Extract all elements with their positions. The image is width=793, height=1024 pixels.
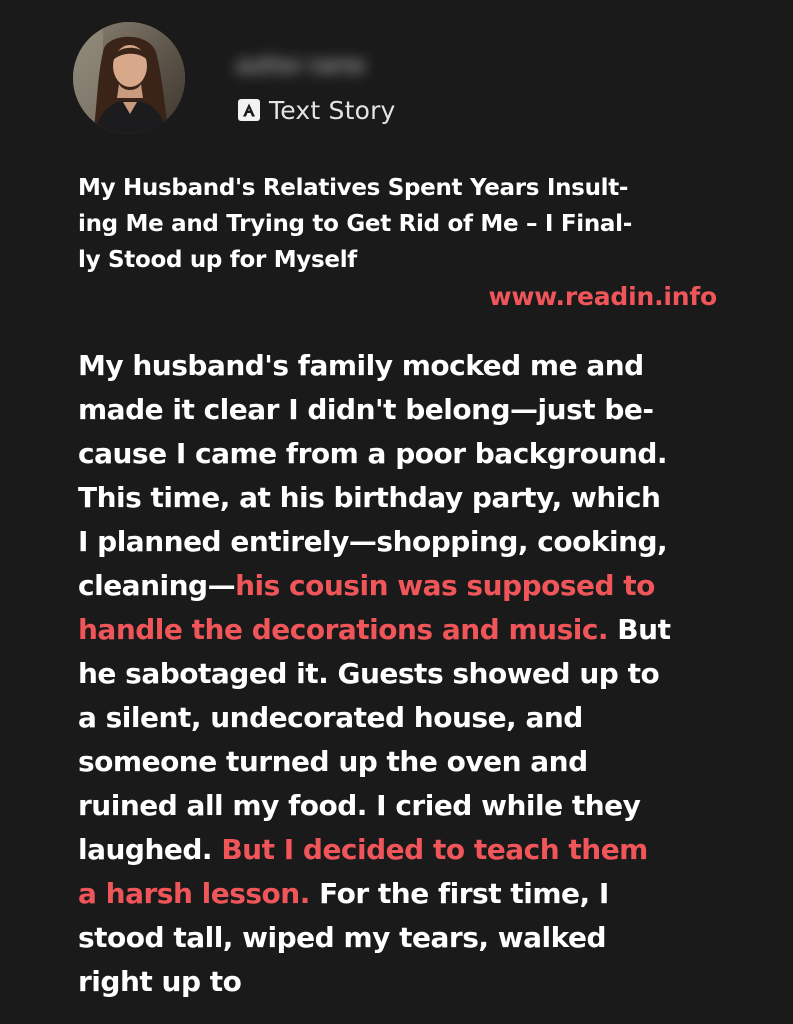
headline-line: ly Stood up for Myself [78, 247, 357, 273]
story-type-label-group [238, 92, 396, 128]
body-line [78, 828, 738, 872]
author-name[interactable]: author name [236, 53, 365, 77]
body-line [78, 564, 738, 608]
body-line: I planned entirely—shopping, cooking, [78, 525, 668, 558]
author-avatar[interactable] [73, 22, 185, 134]
story-body [78, 344, 738, 1004]
body-text: cleaning— [78, 569, 236, 602]
story-headline[interactable] [78, 170, 728, 278]
headline-line: ing Me and Trying to Get Rid of Me – I Final- [78, 211, 632, 237]
site-url: www.readin.info [488, 282, 717, 311]
body-line [78, 608, 738, 652]
body-text: But [608, 613, 671, 646]
highlighted-text: handle the decorations and music. [78, 613, 609, 646]
body-line [78, 872, 738, 916]
text-story-icon [238, 99, 260, 121]
body-text: For the first time, I [309, 877, 609, 910]
body-text: laughed. [78, 833, 222, 866]
highlighted-text: a harsh lesson. [78, 877, 310, 910]
body-line: someone turned up the oven and [78, 745, 588, 778]
highlighted-text: But I decided to teach them [221, 833, 648, 866]
body-line: cause I came from a poor background. [78, 437, 668, 470]
body-line: This time, at his birthday party, which [78, 481, 661, 514]
body-line: stood tall, wiped my tears, walked [78, 921, 607, 954]
body-line: ruined all my food. I cried while they [78, 789, 641, 822]
body-line: My husband's family mocked me and [78, 349, 644, 382]
headline-line: My Husband's Relatives Spent Years Insult- [78, 175, 629, 201]
body-line: a silent, undecorated house, and [78, 701, 583, 734]
story-type-label: Text Story [269, 95, 396, 125]
body-line: right up to [78, 965, 242, 998]
highlighted-text: his cousin was supposed to [235, 569, 655, 602]
profile-photo-icon [73, 22, 185, 134]
body-line: made it clear I didn't belong—just be- [78, 393, 654, 426]
body-line: he sabotaged it. Guests showed up to [78, 657, 660, 690]
